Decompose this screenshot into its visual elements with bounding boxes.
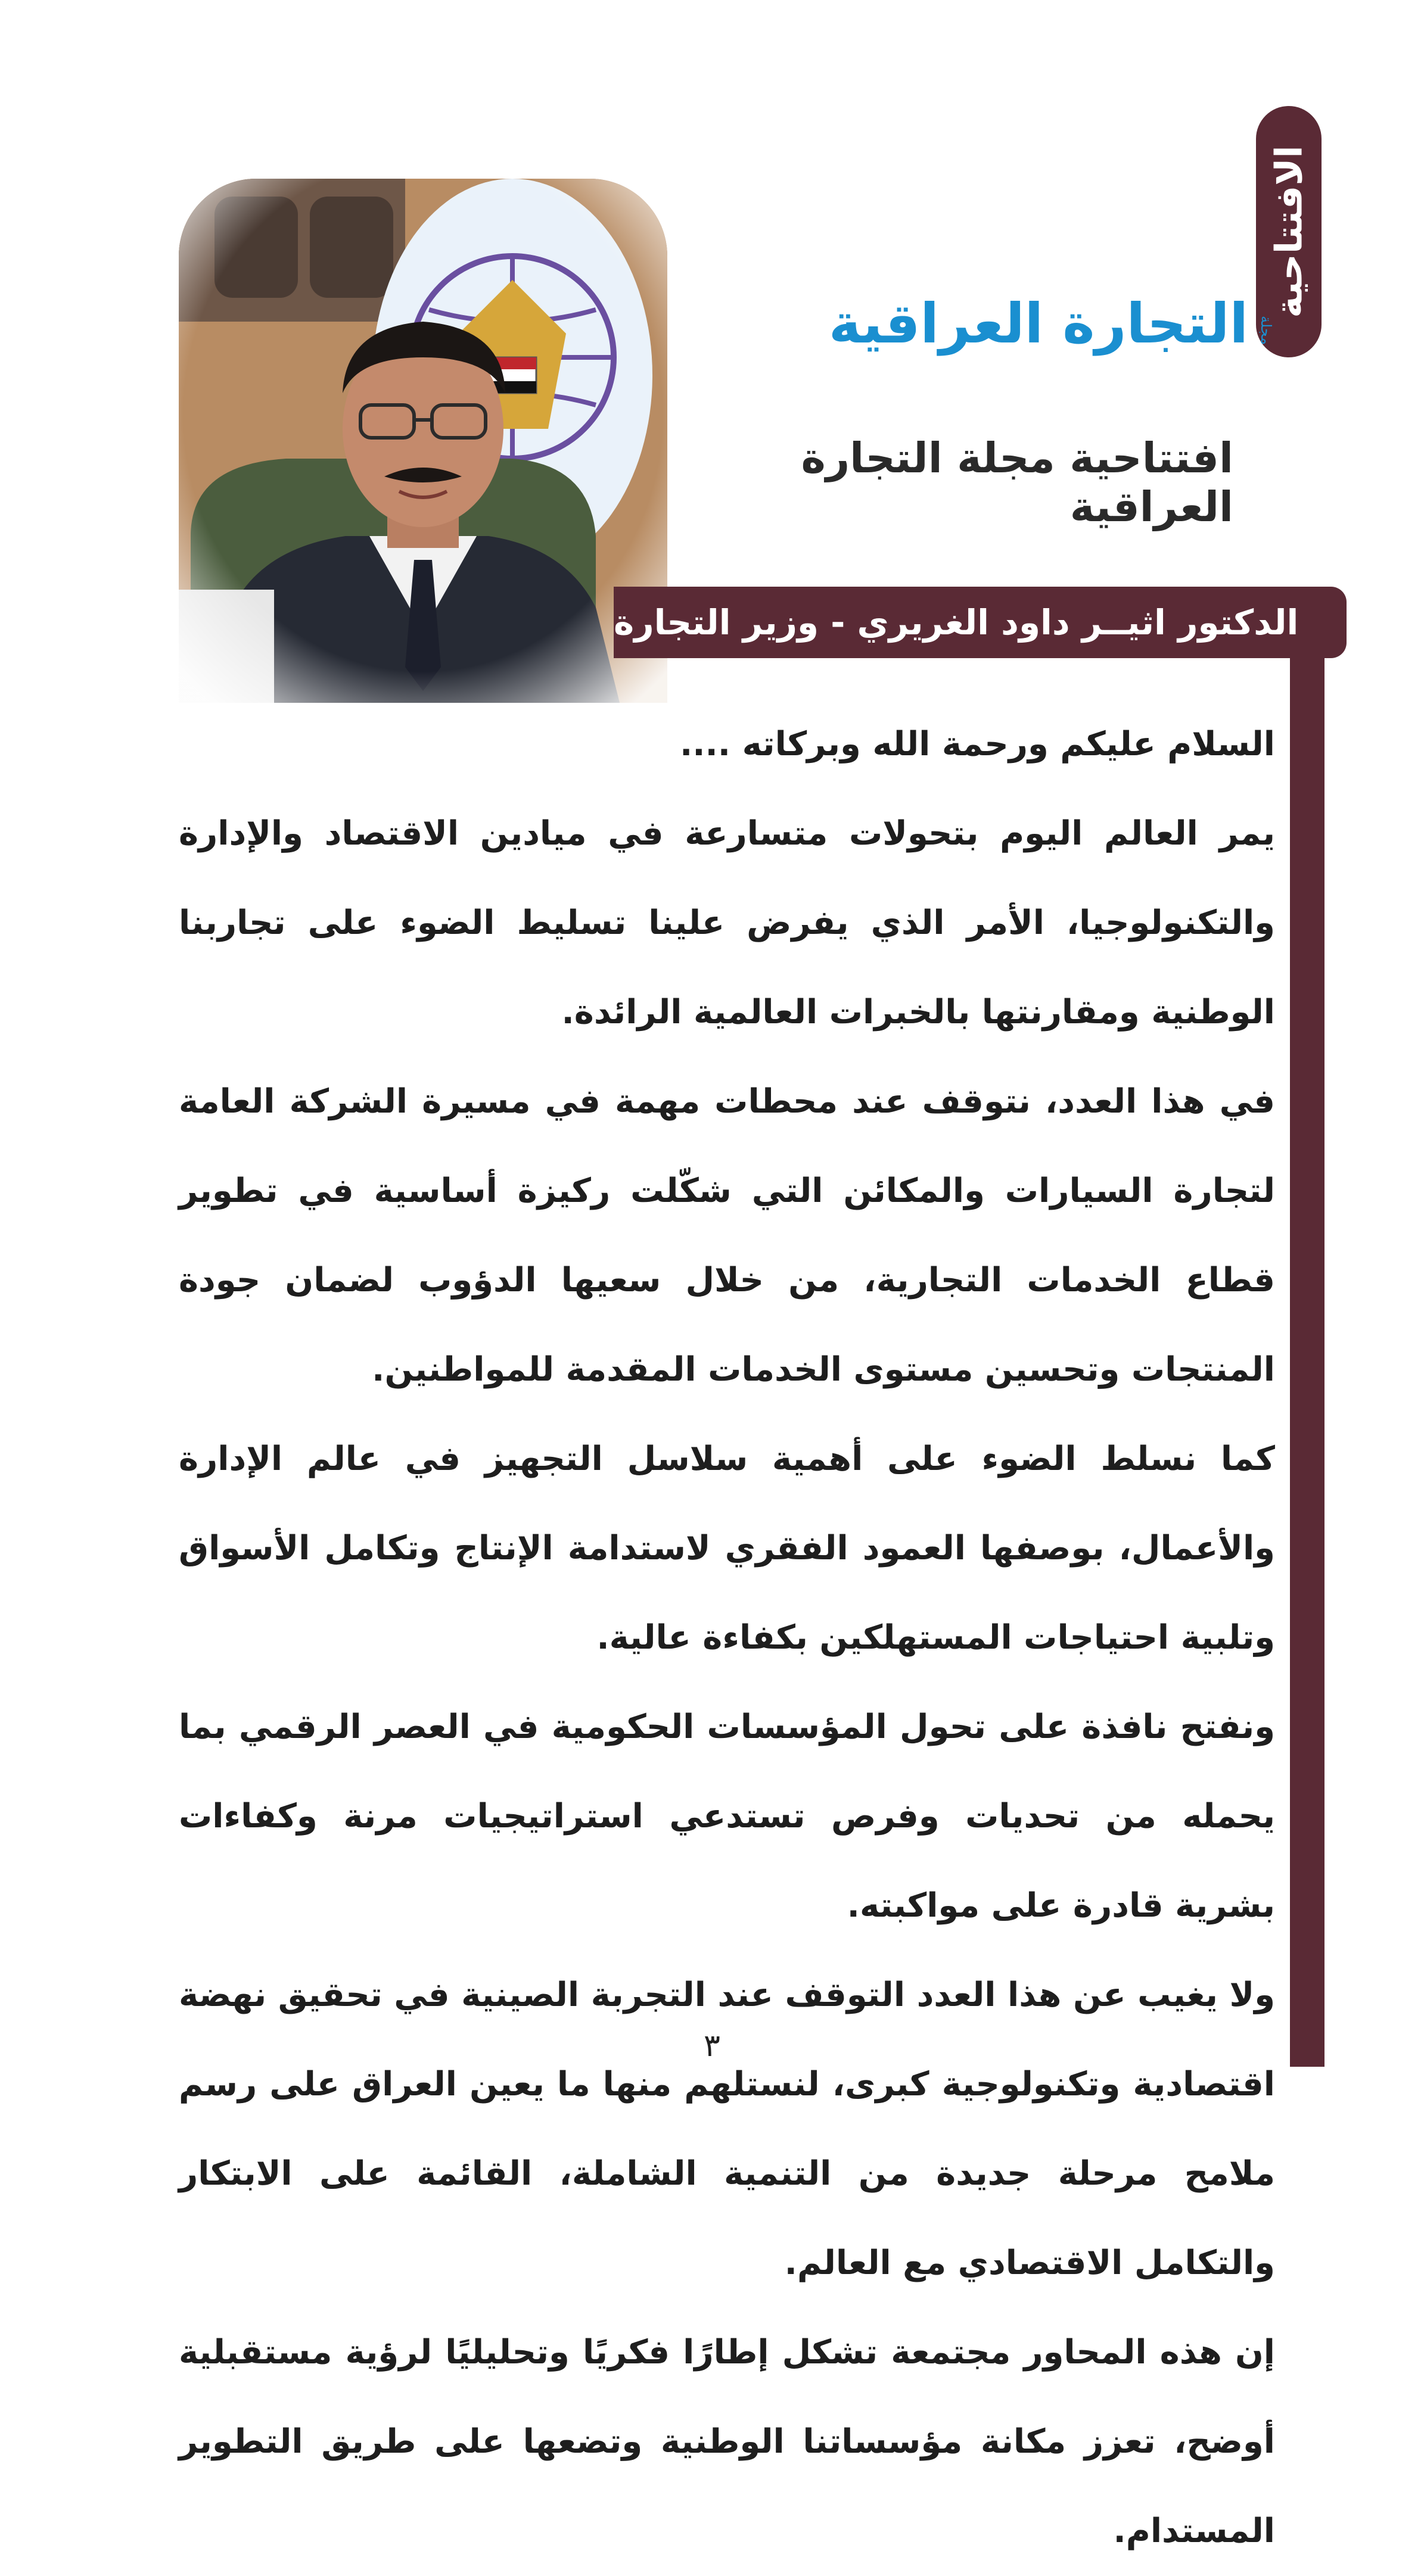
paragraph: في هذا العدد، نتوقف عند محطات مهمة في مسيرة الشركة العامة لتجارة السيارات والمكائن التي شكّلت ركيزة أساسية في تطوير قطاع الخدمات التجارية، من خلال سعيها الدؤوب لضمان جودة المنتجات وتحسين مستوى الخدمات المقدمة للمواطنين. [179, 1082, 1275, 1389]
editorial-title: افتتاحية مجلة التجارة العراقية [801, 434, 1233, 531]
logo-main-text: التجارة العراقية [828, 292, 1248, 356]
page-number: ٣ [704, 2028, 720, 2064]
paragraph: كما نسلط الضوء على أهمية سلاسل التجهيز في عالم الإدارة والأعمال، بوصفها العمود الفقري لاستدامة الإنتاج وتكامل الأسواق وتلبية احتياجات المستهلكين بكفاءة عالية. [179, 1440, 1275, 1657]
author-banner [614, 587, 1347, 658]
minister-photo [179, 179, 667, 703]
section-label: الافتتاحية [1267, 145, 1311, 318]
paragraph: ولا يغيب عن هذا العدد التوقف عند التجربة الصينية في تحقيق نهضة اقتصادية وتكنولوجية كبرى، لنستلهم منها ما يعين العراق على رسم ملامح مرحلة جديدة من التنمية الشاملة، القائمة على الابتكار والتكامل الاقتصادي مع العالم. [179, 1976, 1275, 2282]
logo-small-text: مجلة [1258, 316, 1274, 345]
paragraph: السلام عليكم ورحمة الله وبركاته .... [679, 725, 1275, 764]
paragraph: إن هذه المحاور مجتمعة تشكل إطارًا فكريًا وتحليليًا لرؤية مستقبلية أوضح، تعزز مكانة مؤسساتنا الوطنية وتضعها على طريق التطوير المستدام. [179, 2333, 1275, 2550]
magazine-logo [828, 292, 1274, 369]
author-name: الدكتور اثيــر داود الغريري - وزير التجارة [614, 602, 1299, 643]
side-decoration-bar [1290, 643, 1324, 2067]
paragraph: يمر العالم اليوم بتحولات متسارعة في ميادين الاقتصاد والإدارة والتكنولوجيا، الأمر الذي يفرض علينا تسليط الضوء على تجاربنا الوطنية ومقارنتها بالخبرات العالمية الرائدة. [179, 814, 1275, 1032]
paragraph: ونفتح نافذة على تحول المؤسسات الحكومية في العصر الرقمي بما يحمله من تحديات وفرص تستدعي استراتيجيات مرنة وكفاءات بشرية قادرة على مواكبته. [179, 1708, 1275, 1925]
portrait-illustration [179, 179, 667, 703]
editorial-body [179, 700, 1275, 2576]
